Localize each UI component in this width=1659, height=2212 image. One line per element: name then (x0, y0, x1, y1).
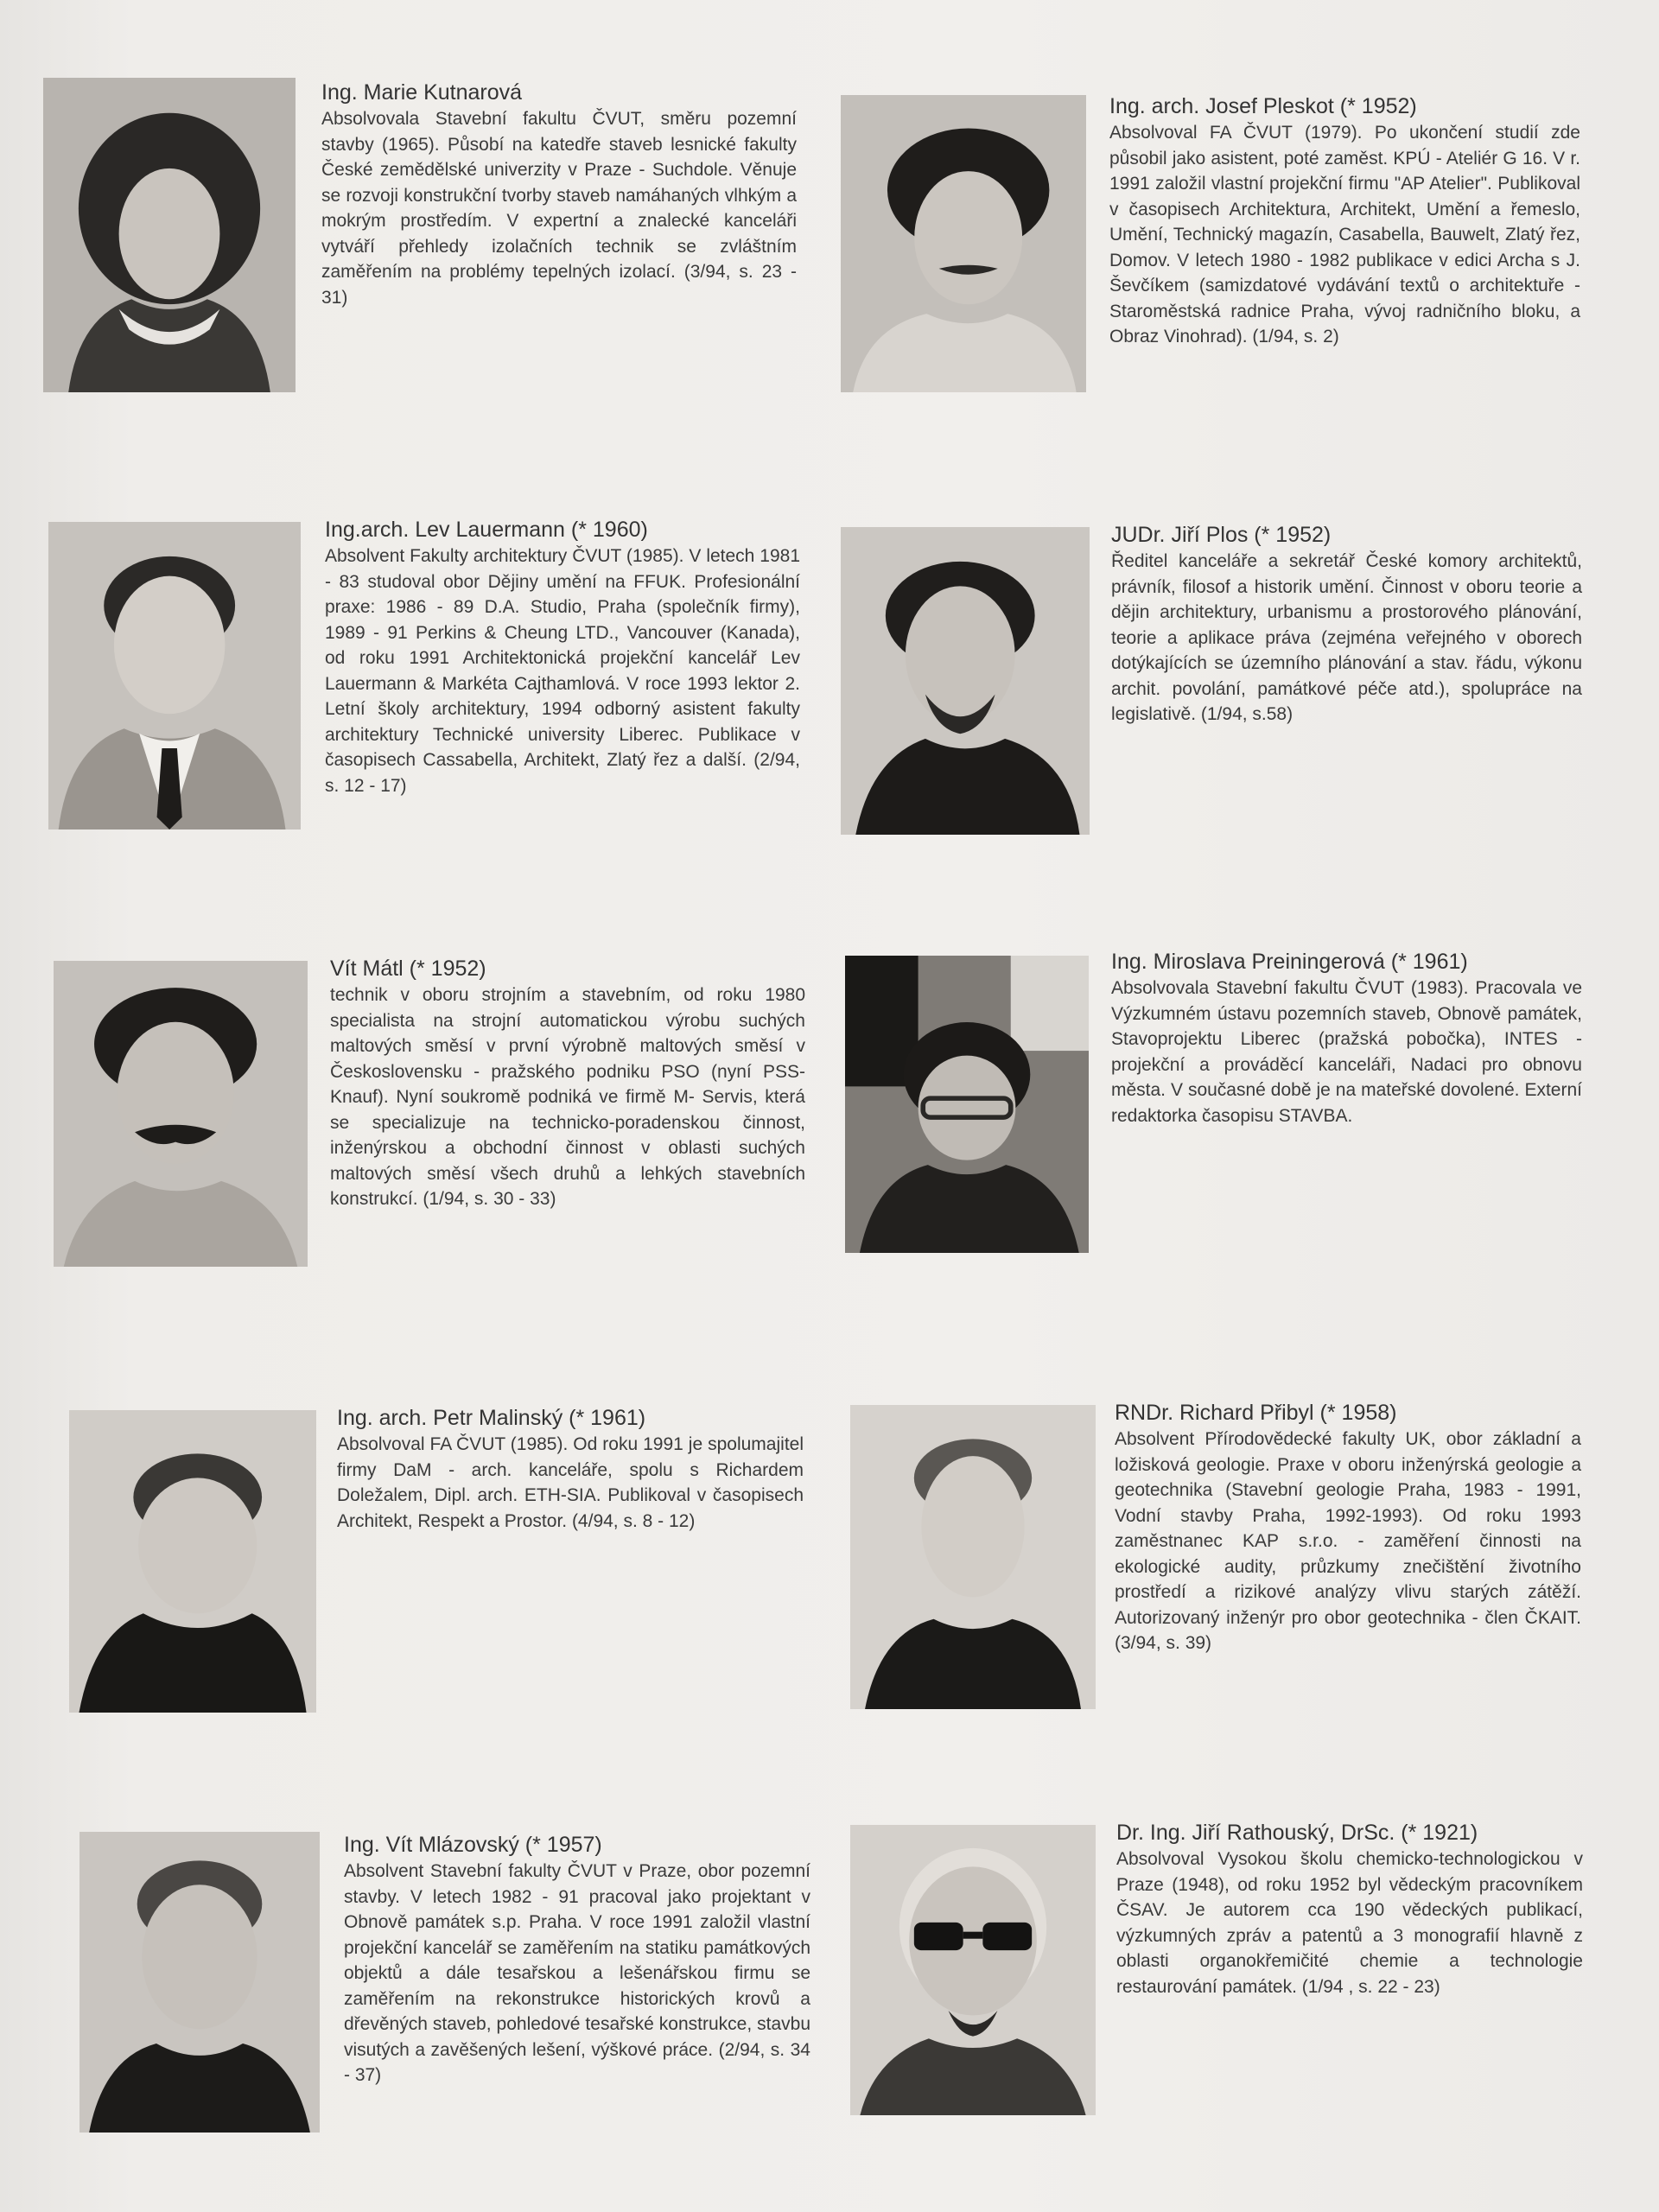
portrait-image (841, 95, 1086, 392)
portrait-image (69, 1410, 316, 1713)
portrait-photo (54, 961, 308, 1267)
person-bio: Absolvovala Stavební fakultu ČVUT, směru pozemní stavby (1965). Působí na katedře staveb lesnické fakulty České zemědělské univerzity v Praze - Suchdole. Věnuje se rozvoji konstrukční tvorby staveb namáhaných vlhkým a mokrým prostředím. V expertní a znalecké kanceláři vytváří přehledy izolačních technik se zvláštním zaměřením na problémy tepelných izolací. (3/94, s. 23 - 31) (321, 109, 797, 308)
portrait-image (54, 961, 308, 1267)
portrait-image (850, 1405, 1096, 1709)
person-name: JUDr. Jiří Plos (* 1952) (1111, 523, 1332, 547)
person-name: Ing. arch. Petr Malinský (* 1961) (337, 1406, 646, 1430)
person-bio: Absolvovala Stavební fakultu ČVUT (1983). Pracovala ve Výzkumném ústavu pozemních staveb, Obnově památek, Stavoprojektu Liberec (pražská pobočka), INTES - projekční a prováděcí kanceláři, Nadaci pro obnovu města. V současné době je na mateřské dovolené. Externí redaktorka časopisu STAVBA. (1111, 978, 1582, 1126)
person-bio: Absolvoval Vysokou školu chemicko-technologickou v Praze (1948), od roku 1952 byl vědeckým pracovníkem ČSAV. Je autorem cca 190 vědeckých publikací, výzkumných zpráv a patentů a 3 monografií hlavně z oblasti organokřemičité chemie a technologie restaurování památek. (1/94 , s. 22 - 23) (1116, 1849, 1583, 1997)
person-bio: technik v oboru strojním a stavebním, od roku 1980 specialista na strojní automatickou výrobu suchých maltových směsí v první výrobně maltových směsí v Československu - pražského podniku PSO (nyní PSS- Knauf). Nyní soukromě podniká ve firmě M- Servis, která se specializuje na technicko-poradenskou činnost, inženýrskou a obchodní činnost v oblasti suchých maltových směsí všech druhů a lehkých stavebních konstrukcí. (1/94, s. 30 - 33) (330, 985, 805, 1209)
person-bio: Absolvent Přírodovědecké fakulty UK, obor základní a ložisková geologie. Praxe v oboru inženýrská geologie a geotechnika (Stavební geologie Praha, 1983 - 1991, Vodní stavby Praha, 1992-1993). Od roku 1993 zaměstnanec KAP s.r.o. - zaměření činnosti na ekologické audity, průzkumy znečištění životního prostředí a rizikové analýzy vlivu starých zátěží. Autorizovaný inženýr pro obor geotechnika - člen ČKAIT. (3/94, s. 39) (1115, 1429, 1581, 1653)
portrait-image (845, 956, 1089, 1253)
person-name: Dr. Ing. Jiří Rathouský, DrSc. (* 1921) (1116, 1821, 1478, 1845)
portrait-image (850, 1825, 1096, 2115)
portrait-photo (69, 1410, 316, 1713)
portrait-photo (79, 1832, 320, 2133)
person-bio: Ředitel kanceláře a sekretář České komory architektů, právník, filosof a historik umění. Činnost v oboru teorie a dějin architektury, urbanismu a prostorového plánování, teorie a aplikace práva (zejména veřejného v oborech dotýkajících se územního plánování a stav. řádu, výkonu archit. povolání, památkové péče atd.), spolupráce na legislativě. (1/94, s.58) (1111, 551, 1582, 724)
person-name: Ing. Vít Mlázovský (* 1957) (344, 1833, 602, 1857)
portrait-photo (850, 1405, 1096, 1709)
person-name: Ing. Miroslava Preiningerová (* 1961) (1111, 950, 1468, 974)
portrait-image (43, 78, 296, 392)
portrait-photo (845, 956, 1089, 1253)
portrait-photo (850, 1825, 1096, 2115)
person-bio: Absolvent Fakulty architektury ČVUT (1985). V letech 1981 - 83 studoval obor Dějiny umění na FFUK. Profesionální praxe: 1986 - 89 D.A. Studio, Praha (společník firmy), 1989 - 91 Perkins & Cheung LTD., Vancouver (Kanada), od roku 1991 Architektonická projekční kancelář Lev Lauermann & Markéta Cajthamlová. V roce 1993 lektor 2. Letní školy architektury, 1994 odborný asistent fakulty architektury Technické university Liberec. Publikace v časopisech Cassabella, Architekt, Zlatý řez a další. (2/94, s. 12 - 17) (325, 546, 800, 796)
portrait-photo (841, 95, 1086, 392)
portrait-image (48, 522, 301, 830)
person-bio: Absolvent Stavební fakulty ČVUT v Praze, obor pozemní stavby. V letech 1982 - 91 pracoval jako projektant v Obnově památek s.p. Praha. V roce 1991 založil vlastní projekční kancelář se zaměřením na statiku památkových objektů a dále tesařskou a lešenářskou firmu se zaměřením na rekonstrukce historických krovů a dřevěných staveb, pohledové tesařské konstrukce, stavbu visutých a zavěšených lešení, výškové práce. (2/94, s. 34 - 37) (344, 1861, 810, 2085)
portrait-photo (48, 522, 301, 830)
person-name: Vít Mátl (* 1952) (330, 957, 486, 981)
person-name: Ing. arch. Josef Pleskot (* 1952) (1109, 94, 1417, 118)
person-bio: Absolvoval FA ČVUT (1985). Od roku 1991 je spolumajitel firmy DaM - arch. kanceláře, spolu s Richardem Doležalem, Dipl. arch. ETH-SIA. Publikoval v časopisech Architekt, Respekt a Prostor. (4/94, s. 8 - 12) (337, 1434, 804, 1531)
portrait-image (841, 527, 1090, 835)
person-name: Ing.arch. Lev Lauermann (* 1960) (325, 518, 648, 542)
portrait-photo (841, 527, 1090, 835)
person-name: RNDr. Richard Přibyl (* 1958) (1115, 1401, 1397, 1425)
portrait-photo (43, 78, 296, 392)
person-bio: Absolvoval FA ČVUT (1979). Po ukončení studií zde působil jako asistent, poté zaměst. KPÚ - Ateliér G 16. V r. 1991 založil vlastní projekční firmu "AP Atelier". Publikoval v časopisech Architektura, Architekt, Umění a řemeslo, Umění, Technický magazín, Casabella, Bauwelt, Zlatý řez, Domov. V letech 1980 - 1982 publikace v edici Archa s J. Ševčíkem (samizdatové vydávání textů o architektuře - Staroměstská radnice Praha, vývoj radničního bloku, a Obraz Vinohrad). (1/94, s. 2) (1109, 123, 1580, 346)
portrait-image (79, 1832, 320, 2133)
person-name: Ing. Marie Kutnarová (321, 80, 523, 105)
